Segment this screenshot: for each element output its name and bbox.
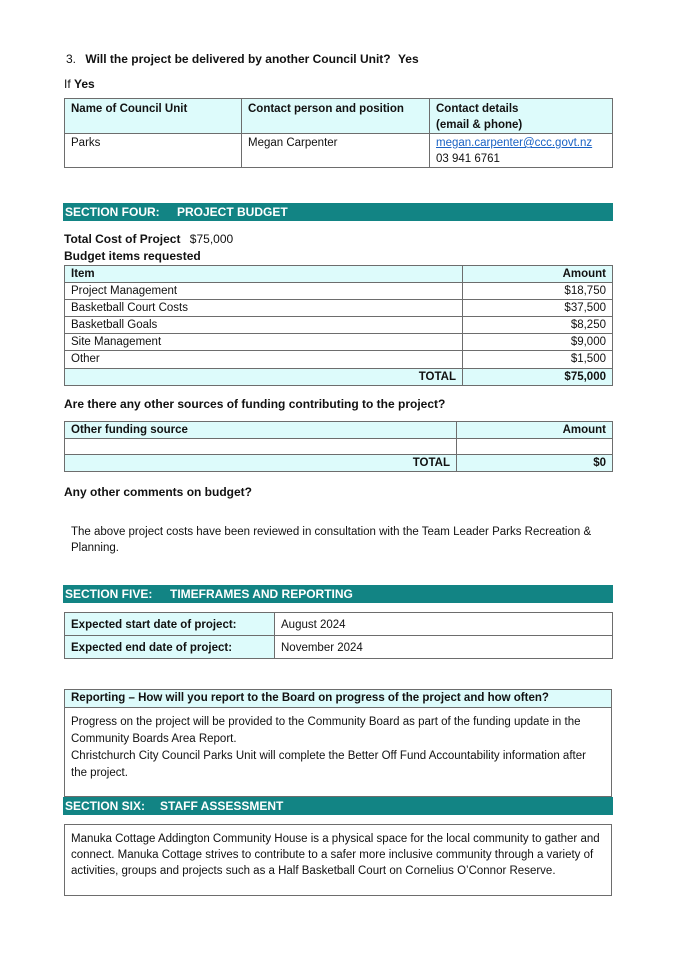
col-header-source: Other funding source [65,422,457,439]
total-cost-value: $75,000 [189,232,234,246]
staff-assessment-box [64,824,612,896]
cell-contact [430,134,613,168]
funding-total-label: TOTAL [65,455,457,472]
table-row [65,439,613,455]
cell-person: Megan Carpenter [242,134,430,168]
total-cost-label: Total Cost of Project [64,232,181,246]
col-header-unit: Name of Council Unit [65,99,242,134]
budget-amount: $9,000 [463,334,613,351]
section-number: SECTION FOUR: [65,205,160,219]
section-six-banner [63,797,613,815]
section-number: SECTION FIVE: [65,587,153,601]
col-header-contact: Contact person and position [242,99,430,134]
other-funding-question: Are there any other sources of funding contributing to the project? [64,397,446,411]
table-row [65,317,613,334]
budget-item: Other [65,351,463,369]
section-title: STAFF ASSESSMENT [160,799,284,813]
col-header-details-line2: (email & phone) [436,119,523,131]
budget-total-label: TOTAL [65,369,463,386]
col-header-amount: Amount [457,422,613,439]
col-header-amount: Amount [463,266,613,283]
section-five-banner [63,585,613,603]
comments-text: The above project costs have been reviewed in consultation with the Team Leader Parks Recreation & Planning. [71,526,592,554]
col-header-details-line1: Contact details [436,103,519,115]
total-cost-line [64,232,233,246]
end-date-label: Expected end date of project: [65,636,275,659]
budget-item: Site Management [65,334,463,351]
budget-item: Project Management [65,283,463,300]
budget-amount: $18,750 [463,283,613,300]
comments-question: Any other comments on budget? [64,485,253,499]
assessment-text: Manuka Cottage Addington Community House is a physical space for the local community to gather and connect. Manuka Cottage strives to contribute to a safer more inclusive community through a variety of activities, groups and projects such as a Half Basketball Court on Cornelius O’Connor Reserve. [71,833,600,877]
question-answer: Yes [397,52,419,66]
council-unit-table [64,98,613,168]
section-four-banner [63,203,613,221]
funding-amount-cell [457,439,613,455]
if-prefix: If [64,77,71,91]
budget-table [64,265,613,386]
if-yes-line [64,77,95,91]
reporting-heading: Reporting – How will you report to the Board on progress of the project and how often? [65,690,611,708]
budget-heading: Budget items requested [64,249,201,263]
timeframes-table [64,612,613,659]
phone-number: 03 941 6761 [436,153,500,165]
budget-total-value: $75,000 [463,369,613,386]
budget-amount: $37,500 [463,300,613,317]
funding-total-value: $0 [457,455,613,472]
start-date-value: August 2024 [275,613,613,636]
reporting-line-1: Progress on the project will be provided to the Community Board as part of the funding update in the Community Boards Area Report. [71,716,581,745]
question-3 [66,52,419,66]
cell-unit: Parks [65,134,242,168]
section-number: SECTION SIX: [65,799,146,813]
reporting-line-2: Christchurch City Council Parks Unit will complete the Better Off Fund Accountability information after the project. [71,750,586,779]
table-row [65,283,613,300]
budget-amount: $8,250 [463,317,613,334]
end-date-value: November 2024 [275,636,613,659]
col-header-details [430,99,613,134]
table-row [65,334,613,351]
other-funding-table [64,421,613,472]
section-title: PROJECT BUDGET [177,205,288,219]
question-number: 3. [66,52,77,66]
budget-amount: $1,500 [463,351,613,369]
budget-item: Basketball Court Costs [65,300,463,317]
budget-item: Basketball Goals [65,317,463,334]
reporting-box [64,689,612,797]
table-row [65,300,613,317]
section-title: TIMEFRAMES AND REPORTING [170,587,353,601]
table-row [65,351,613,369]
start-date-label: Expected start date of project: [65,613,275,636]
col-header-item: Item [65,266,463,283]
if-yes-word: Yes [74,77,95,91]
funding-source-cell [65,439,457,455]
question-text: Will the project be delivered by another Council Unit? [85,52,391,66]
email-link[interactable]: megan.carpenter@ccc.govt.nz [436,137,593,149]
